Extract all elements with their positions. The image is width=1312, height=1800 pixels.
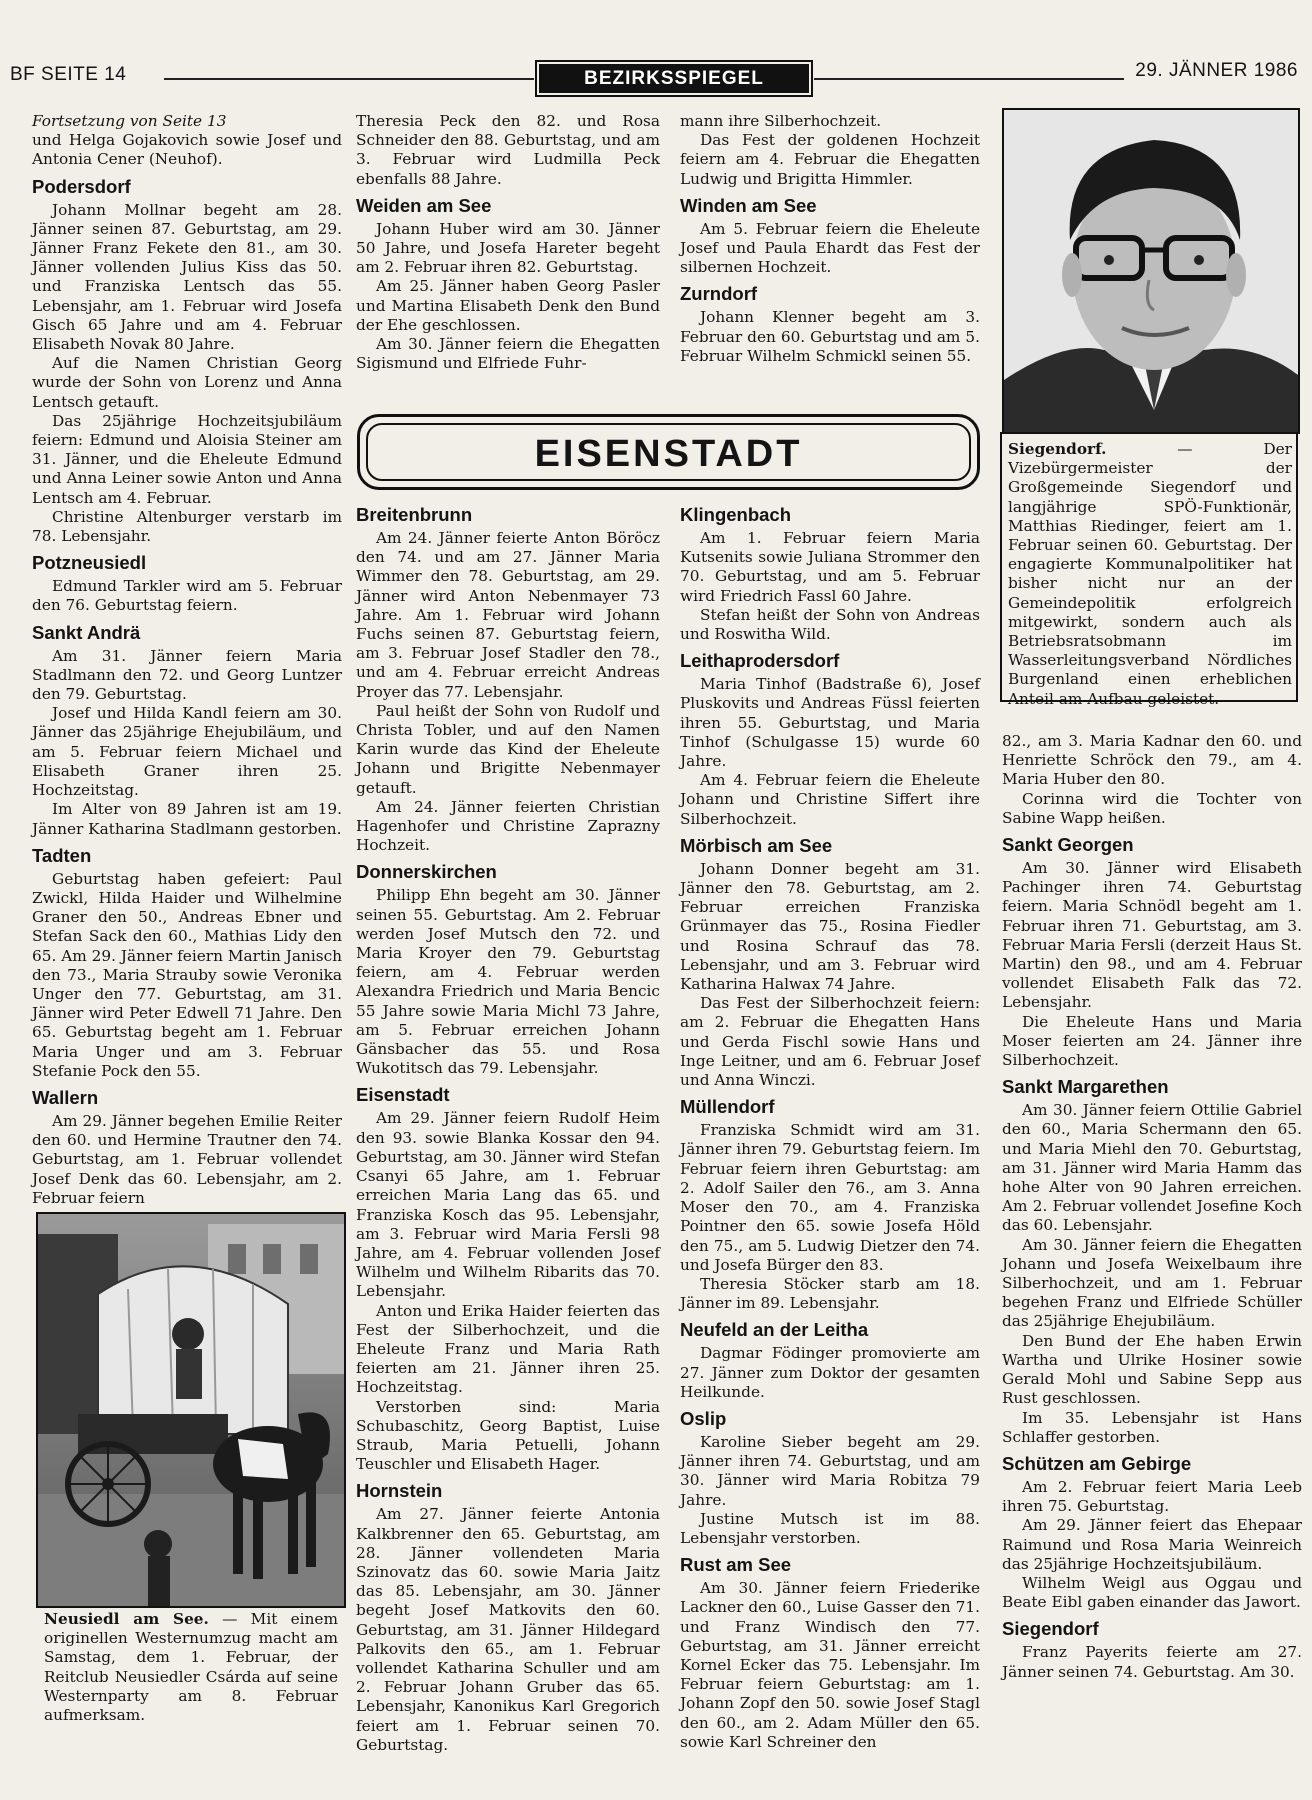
caption-location: Neusiedl am See.: [44, 1610, 209, 1628]
paragraph: Am 4. Februar feiern die Eheleute Johann und Christine Siffert ihre Silberhochzeit.: [680, 771, 980, 828]
paragraph: Corinna wird die Tochter von Sabine Wapp heißen.: [1002, 789, 1302, 827]
paragraph: Johann Huber wird am 30. Jänner 50 Jahre, und Josefa Hareter begeht am 2. Februar ihren 82. Geburtstag.: [356, 219, 660, 277]
column-3-top: [680, 112, 980, 366]
heading-eisenstadt: Eisenstadt: [356, 1084, 450, 1106]
paragraph: Theresia Peck den 82. und Rosa Schneider den 88. Geburtstag, und am 3. Februar wird Ludmilla Peck ebenfalls 88 Jahre.: [356, 112, 660, 188]
portrait-image: [1004, 110, 1298, 432]
paragraph: Am 1. Februar feiern Maria Kutsenits sowie Juliana Strommer den 70. Geburtstag, und am 5. Februar wird Friedrich Fassl 60 Jahre.: [680, 529, 980, 605]
paragraph: und Helga Gojakovich sowie Josef und Antonia Cener (Neuhof).: [32, 131, 342, 169]
paragraph: Franziska Schmidt wird am 31. Jänner ihren 79. Geburtstag feiern. Im Februar feiern ihren Geburtstag: am 2. Adolf Sailer den 76., am 3. Anna Moser den 70., am 4. Franziska Pointner den 65. sowie Josefa Höld den 75., am 5. Ludwig Dietzer den 74. und Josefa Bürger den 83.: [680, 1121, 980, 1274]
heading-hornstein: Hornstein: [356, 1480, 443, 1502]
paragraph: Paul heißt der Sohn von Rudolf und Christa Tobler, und auf den Namen Karin wurde das Kind der Eheleute Johann und Brigitte Nebenmayer getauft.: [356, 701, 660, 797]
paragraph: 82., am 3. Maria Kadnar den 60. und Henriette Schröck den 79., am 4. Maria Huber den 80.: [1002, 732, 1302, 789]
paragraph: Geburtstag haben gefeiert: Paul Zwickl, Hilda Haider und Wilhelmine Graner den 50., Andreas Ebner und Stefan Sack den 60., Mathias Lidy den 65. Am 29. Jänner feiern Martin Janisch den 73., Maria Strauby sowie Veronika Unger den 77. Geburtstag, am 31. Jänner wird Peter Edwell 71 Jahre. Den 65. Geburtstag begeht am 1. Februar Maria Unger und am 3. Februar Stefanie Pock den 55.: [32, 869, 342, 1080]
header-rule-right: [814, 78, 1124, 80]
paragraph: Am 5. Februar feiern die Eheleute Josef und Paula Ehardt das Fest der silbernen Hochzeit.: [680, 219, 980, 277]
paragraph: Justine Mutsch ist im 88. Lebensjahr verstorben.: [680, 1509, 980, 1547]
paragraph: Edmund Tarkler wird am 5. Februar den 76. Geburtstag feiern.: [32, 577, 342, 615]
issue-date: 29. JÄNNER 1986: [1135, 60, 1298, 81]
paragraph: Christine Altenburger verstarb im 78. Lebensjahr.: [32, 507, 342, 546]
paragraph: Karoline Sieber begeht am 29. Jänner ihren 74. Geburtstag, und am 30. Jänner wird Maria Robitza 79 Jahre.: [680, 1432, 980, 1509]
heading-sankt-georgen: Sankt Georgen: [1002, 834, 1134, 856]
paragraph: Am 24. Jänner feierte Anton Böröcz den 74. und am 27. Jänner Maria Wimmer den 78. Geburtstag, am 29. Jänner wird Anton Nebenmayer 73 Jahre. Am 1. Februar wird Johann Fuchs seinen 87. Geburtstag feiern, am 3. Februar Josef Stadler den 78., und am 4. Februar erreicht Andreas Proyer das 77. Lebensjahr.: [356, 529, 660, 701]
paragraph: Maria Tinhof (Badstraße 6), Josef Pluskovits und Andreas Füssl feierten ihren 55. Geburtstag, und Maria Tinhof (Schulgasse 15) wurde 60 Jahre.: [680, 675, 980, 771]
heading-sankt-andrae: Sankt Andrä: [32, 621, 141, 643]
paragraph: Am 31. Jänner feiern Maria Stadlmann den 72. und Georg Luntzer den 79. Geburtstag.: [32, 646, 342, 704]
heading-neufeld: Neufeld an der Leitha: [680, 1319, 869, 1341]
caption-western-parade: [44, 1610, 338, 1725]
paragraph: Am 29. Jänner begehen Emilie Reiter den 60. und Hermine Trautner den 74. Geburtstag, am 1. Februar vollendet Josef Denk das 60. Lebensjahr, am 2. Februar feiern: [32, 1111, 342, 1207]
paragraph: Am 30. Jänner wird Elisabeth Pachinger ihren 74. Geburtstag feiern. Maria Schnödl begeht am 1. Februar ihren 71. Geburtstag, am 3. Februar Maria Fersli (derzeit Haus St. Martin) den 98., und am 4. Februar vollendet Elisabeth Falk das 72. Lebensjahr.: [1002, 859, 1302, 1012]
paragraph: Philipp Ehn begeht am 30. Jänner seinen 55. Geburtstag. Am 2. Februar werden Josef Mutsch den 72. und Maria Kroyer den 79. Geburtstag feiern, am 4. Februar werden Alexandra Friedrich und Maria Bencic 55 Jahre sowie Maria Michl 73 Jahre, am 5. Februar erreichen Johann Gänsbacher das 55. und Rosa Wukotitsch das 79. Lebensjahr.: [356, 886, 660, 1078]
paragraph: Am 30. Jänner feiern Friederike Lackner den 60., Luise Gasser den 71. und Franz Windisch den 77. Geburtstag, am 31. Jänner erreicht Kornel Ecker das 75. Lebensjahr. Im Februar feiern Geburtstag: am 1. Johann Zopf den 50. sowie Josef Stagl den 60., am 2. Adam Müller den 65. sowie Karl Schreiner den: [680, 1579, 980, 1751]
paragraph: Am 30. Jänner feiern Ottilie Gabriel den 60., Maria Schermann den 65. und Maria Miehl den 70. Geburtstag, am 31. Jänner wird Maria Hamm das hohe Alter von 90 Jahren erreichen. Am 2. Februar vollendet Josefine Koch das 60. Lebensjahr.: [1002, 1101, 1302, 1235]
paragraph: Das Fest der goldenen Hochzeit feiern am 4. Februar die Ehegatten Ludwig und Brigitta Himmler.: [680, 131, 980, 188]
paragraph: Wilhelm Weigl aus Oggau und Beate Eibl gaben einander das Jawort.: [1002, 1573, 1302, 1612]
heading-klingenbach: Klingenbach: [680, 504, 792, 525]
paragraph: Die Eheleute Hans und Maria Moser feierten am 24. Jänner ihre Silberhochzeit.: [1002, 1012, 1302, 1070]
caption-location: Siegendorf.: [1008, 440, 1107, 458]
heading-siegendorf: Siegendorf: [1002, 1618, 1099, 1640]
heading-wallern: Wallern: [32, 1086, 99, 1108]
portrait-photo: [1002, 108, 1300, 434]
paragraph: Johann Klenner begeht am 3. Februar den 60. Geburtstag und am 5. Februar Wilhelm Schmickl seinen 55.: [680, 308, 980, 365]
paragraph: Am 27. Jänner feierte Antonia Kalkbrenner den 65. Geburtstag, am 28. Jänner vollendeten Maria Szinovatz das 60. sowie Maria Jaitz das 85. Lebensjahr, am 30. Jänner begeht Josef Matkovits den 60. Geburtstag, am 31. Jänner Hildegard Palkovits den 65., am 1. Februar vollendet Katharina Schuller und am 2. Februar Johann Gruber das 65. Lebensjahr, Kanonikus Karl Gregorich feiert am 1. Februar seinen 70. Geburtstag.: [356, 1505, 660, 1754]
paragraph: mann ihre Silberhochzeit.: [680, 112, 882, 130]
column-2-top: [356, 112, 660, 373]
paragraph: Josef und Hilda Kandl feiern am 30. Jänner das 25jährige Ehejubiläum, und am 5. Februar feiern Michael und Elisabeth Graner ihren 25. Hochzeitstag.: [32, 704, 342, 800]
heading-donnerskirchen: Donnerskirchen: [356, 861, 497, 883]
paragraph: Am 29. Jänner feiert das Ehepaar Raimund und Rosa Maria Weinreich das 25jährige Hochzeitsjubiläum.: [1002, 1516, 1302, 1573]
heading-podersdorf: Podersdorf: [32, 175, 131, 197]
paragraph: Franz Payerits feierte am 27. Jänner seinen 74. Geburtstag. Am 30.: [1002, 1643, 1302, 1681]
heading-schuetzen: Schützen am Gebirge: [1002, 1452, 1192, 1474]
heading-potzneusiedl: Potzneusiedl: [32, 552, 147, 574]
heading-oslip: Oslip: [680, 1407, 727, 1429]
header-rule-left: [164, 78, 534, 80]
heading-leithaprodersdorf: Leithaprodersdorf: [680, 650, 840, 672]
column-4: [1002, 732, 1302, 1682]
paragraph: Johann Donner begeht am 31. Jänner den 78. Geburtstag, am 2. Februar erreichen Franziska Grünmayer das 75., Rosina Fiedler und Rosina Schrauf das 78. Lebensjahr, und am 3. Februar wird Katharina Halwax 74 Jahre.: [680, 859, 980, 994]
paragraph: Verstorben sind: Maria Schubaschitz, Georg Baptist, Luise Straub, Maria Petuelli, Johann Teuschler und Elisabeth Hager.: [356, 1397, 660, 1474]
heading-weiden-am-see: Weiden am See: [356, 194, 492, 216]
paragraph: Am 25. Jänner haben Georg Pasler und Martina Elisabeth Denk den Bund der Ehe geschlossen.: [356, 277, 660, 334]
heading-breitenbrunn: Breitenbrunn: [356, 504, 473, 525]
column-2: [356, 498, 660, 1755]
continuation-note: Fortsetzung von Seite 13: [32, 112, 227, 130]
paragraph: Am 30. Jänner feiern die Ehegatten Johann und Josefa Weixelbaum ihre Silberhochzeit, und am 1. Februar begehen Franz und Elfriede Schüller das 25jährige Ehejubiläum.: [1002, 1235, 1302, 1331]
heading-sankt-margarethen: Sankt Margarethen: [1002, 1076, 1169, 1098]
paragraph: Theresia Stöcker starb am 18. Jänner im 89. Lebensjahr.: [680, 1274, 980, 1313]
heading-zurndorf: Zurndorf: [680, 283, 758, 305]
section-banner-title: EISENSTADT: [366, 423, 971, 481]
paragraph: Im Alter von 89 Jahren ist am 19. Jänner Katharina Stadlmann gestorben.: [32, 800, 342, 838]
paragraph: Das Fest der Silberhochzeit feiern: am 2. Februar die Ehegatten Hans und Gerda Fischl sowie Hans und Inge Leitner, und am 6. Februar Josef und Anna Winczi.: [680, 994, 980, 1090]
page-folio: BF SEITE 14: [10, 64, 127, 85]
paragraph: Das 25jährige Hochzeitsjubiläum feiern: Edmund und Aloisia Steiner am 31. Jänner, und die Eheleute Edmund und Anna Leiner sowie Anton und Anna Lentsch am 4. Februar.: [32, 411, 342, 507]
heading-winden-am-see: Winden am See: [680, 194, 817, 216]
section-title: BEZIRKSSPIEGEL: [539, 64, 809, 93]
paragraph: Stefan heißt der Sohn von Andreas und Roswitha Wild.: [680, 605, 980, 644]
heading-moerbisch: Mörbisch am See: [680, 834, 833, 856]
paragraph: Den Bund der Ehe haben Erwin Wartha und Ulrike Hosiner sowie Gerald Mohl und Sabine Sepp aus Rust geschlossen.: [1002, 1331, 1302, 1408]
heading-rust-am-see: Rust am See: [680, 1554, 792, 1576]
column-3: [680, 498, 980, 1752]
paragraph: Dagmar Födinger promovierte am 27. Jänner zum Doktor der gesamten Heilkunde.: [680, 1344, 980, 1401]
paragraph: Anton und Erika Haider feierten das Fest der Silberhochzeit, und die Eheleute Franz und Maria Rath feierten am 21. Jänner ihren 25. Hochzeitstag.: [356, 1301, 660, 1397]
paragraph: Johann Mollnar begeht am 28. Jänner seinen 87. Geburtstag, am 29. Jänner Franz Fekete den 81., am 30. Jänner vollenden Julius Kiss das 50. und Franziska Lentsch das 55. Lebensjahr, am 1. Februar wird Josefa Gisch 65 Jahre und am 4. Februar Elisabeth Novak 80 Jahre.: [32, 200, 342, 354]
caption-box-border: [1000, 432, 1298, 702]
paragraph: Am 29. Jänner feiern Rudolf Heim den 93. sowie Blanka Kossar den 94. Geburtstag, am 30. Jänner wird Stefan Csanyi 65 Jahre, am 1. Februar erreichen Maria Lang das 65. und Franziska Kosch das 95. Lebensjahr, am 3. Februar wird Maria Fersli 98 Jahre, am 4. Februar vollenden Josef Wilhelm und Wilhelm Ribarits das 70. Lebensjahr.: [356, 1109, 660, 1301]
heading-tadten: Tadten: [32, 844, 92, 866]
photo-western-parade: [36, 1212, 346, 1608]
section-banner: [357, 414, 980, 490]
paragraph: Am 2. Februar feiert Maria Leeb ihren 75. Geburtstag.: [1002, 1477, 1302, 1516]
paragraph: Auf die Namen Christian Georg wurde der Sohn von Lorenz und Anna Lentsch getauft.: [32, 354, 342, 411]
photo-western-parade-image: [38, 1214, 344, 1606]
paragraph: Am 24. Jänner feierten Christian Hagenhofer und Christine Zaprazny Hochzeit.: [356, 797, 660, 855]
heading-muellendorf: Müllendorf: [680, 1096, 775, 1118]
paragraph: Im 35. Lebensjahr ist Hans Schlaffer gestorben.: [1002, 1408, 1302, 1446]
caption-text: — Der Vizebürgermeister der Großgemeinde Siegendorf und langjährige SPÖ-Funktionär, Matthias Riedinger, feiert am 1. Februar seinen 60. Geburtstag. Der engagierte Kommunalpolitiker hat bisher nicht nur an der Gemeindepolitik erfolgreich mitgewirkt, sondern auch als Betriebsratsobmann im Wasserleitungsverband Nördliches Burgenland einen erheblichen Anteil am Aufbau geleistet.: [1008, 440, 1292, 708]
caption-text: — Mit einem originellen Westernumzug macht am Samstag, dem 1. Februar, der Reitclub Neusiedler Csárda auf seine Westernparty am 8. Februar aufmerksam.: [44, 1610, 338, 1725]
column-1: [32, 112, 342, 1208]
paragraph: Am 30. Jänner feiern die Ehegatten Sigismund und Elfriede Fuhr-: [356, 335, 660, 373]
